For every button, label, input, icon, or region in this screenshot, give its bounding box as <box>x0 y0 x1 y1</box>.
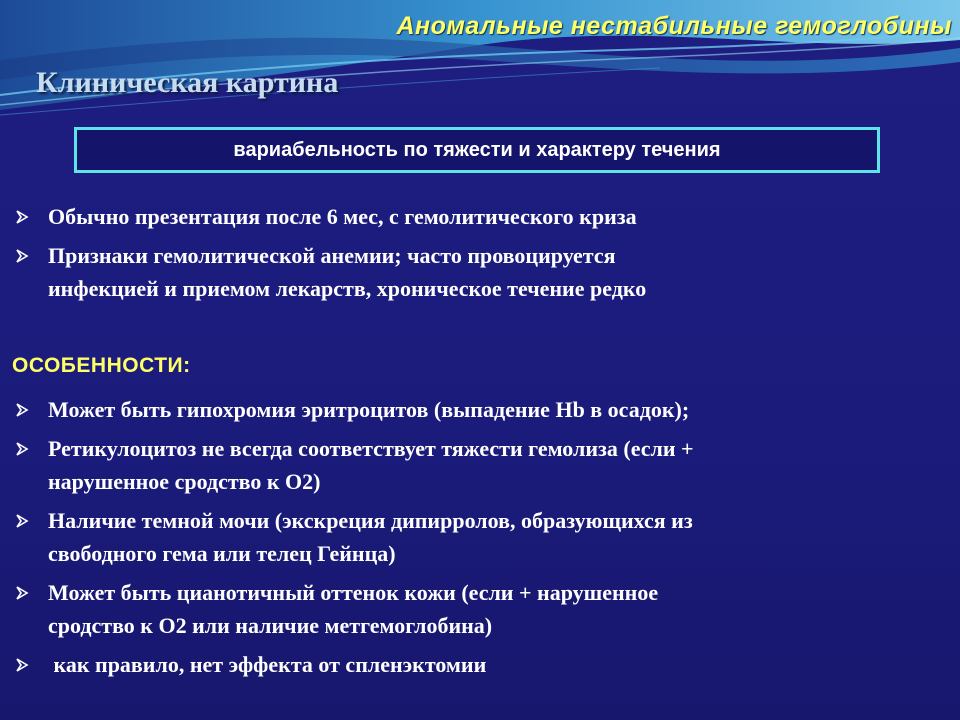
bullet-text: Признаки гемолитической анемии; часто провоцируется <box>48 243 616 268</box>
arrowhead-bullet-icon <box>14 402 30 418</box>
arrowhead-bullet-icon <box>14 441 30 457</box>
bullet-text: как правило, нет эффекта от спленэктомии <box>48 652 487 677</box>
bullet-text-continued: сродство к О2 или наличие метгемоглобина) <box>48 613 493 638</box>
header-title: Аномальные нестабильные гемоглобины <box>396 12 952 40</box>
list-item <box>12 393 932 426</box>
arrowhead-bullet-icon <box>14 585 30 601</box>
features-bullet-list <box>12 393 932 687</box>
list-item <box>12 576 932 642</box>
list-item <box>12 200 932 233</box>
bullet-text: Обычно презентация после 6 мес, с гемолитического криза <box>48 204 637 229</box>
list-item <box>12 648 932 681</box>
arrowhead-bullet-icon <box>14 657 30 673</box>
intro-bullet-list <box>12 200 932 311</box>
arrowhead-bullet-icon <box>14 248 30 264</box>
list-item <box>12 239 932 305</box>
bullet-text-continued: свободного гема или телец Гейнца) <box>48 541 396 566</box>
bullet-text: Может быть гипохромия эритроцитов (выпадение Hb в осадок); <box>48 397 690 422</box>
bullet-text: Ретикулоцитоз не всегда соответствует тяжести гемолиза (если + <box>48 436 694 461</box>
section-title: Клиническая картина <box>36 66 339 99</box>
bullet-text-continued: нарушенное сродство к О2) <box>48 469 321 494</box>
list-item <box>12 504 932 570</box>
features-heading: ОСОБЕННОСТИ: <box>12 354 191 377</box>
bullet-text-continued: инфекцией и приемом лекарств, хроническое течение редко <box>48 276 647 301</box>
subtitle-box: вариабельность по тяжести и характеру течения <box>74 127 880 173</box>
bullet-text: Наличие темной мочи (экскреция дипирролов, образующихся из <box>48 508 693 533</box>
bullet-text: Может быть цианотичный оттенок кожи (если + нарушенное <box>48 580 659 605</box>
list-item <box>12 432 932 498</box>
arrowhead-bullet-icon <box>14 513 30 529</box>
arrowhead-bullet-icon <box>14 209 30 225</box>
